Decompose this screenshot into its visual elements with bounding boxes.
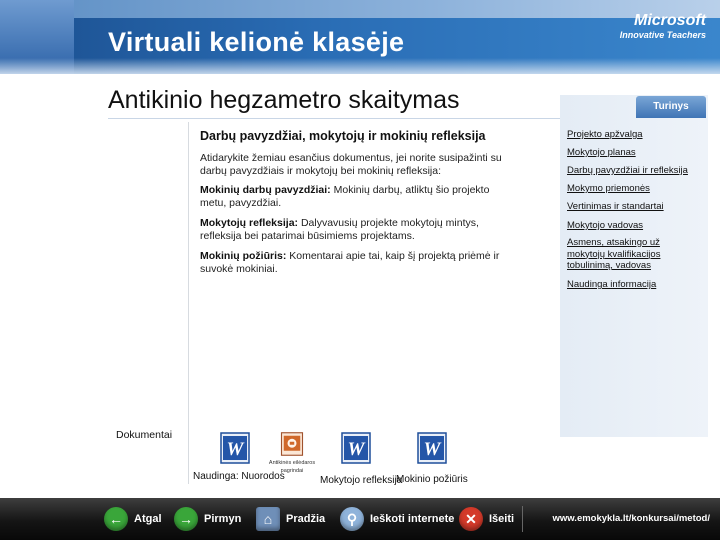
home-button[interactable] (256, 504, 325, 534)
close-icon: ✕ (459, 507, 483, 531)
back-button[interactable] (104, 504, 162, 534)
forward-button-label: Pirmyn (204, 513, 242, 525)
document-mokytojo-refleksija[interactable] (341, 432, 371, 469)
intro-paragraph: Atidarykite žemiau esančius dokumentus, jei norite susipažinti su darbų pavyzdžiais ir mokytojų bei mokinių refleksija: (200, 152, 502, 177)
document-mokytojo-refleksija-label: Mokytojo refleksija (320, 475, 403, 486)
student-work-text: Mokinių darbų, atliktų šio projekto metu, pavyzdžiai. (200, 184, 490, 209)
arrow-right-icon: → (174, 507, 198, 531)
sidebar-link-naudinga-informacija[interactable]: Naudinga informacija (567, 279, 657, 290)
sidebar-tab-turinys: Turinys (636, 96, 706, 118)
forward-button[interactable] (174, 504, 241, 534)
search-internet-button-label: Ieškoti internete (370, 513, 455, 525)
student-work-paragraph (200, 184, 518, 210)
microsoft-logo (620, 12, 706, 40)
teacher-reflection-text: Dalyvavusių projekte mokytojų mintys, refleksija bei patarimai būsimiems projektams. (200, 217, 479, 242)
content-heading: Darbų pavyzdžiai, mokytojų ir mokinių refleksija (200, 129, 486, 143)
exit-button-label: Išeiti (489, 513, 515, 525)
student-view-label: Mokinių požiūris: (200, 250, 287, 262)
word-icon (417, 432, 447, 464)
svg-text:W: W (423, 439, 441, 460)
header-title: Virtuali kelionė klasėje (108, 27, 405, 57)
header-fade (0, 58, 720, 74)
brand-name: Microsoft (634, 12, 706, 29)
document-eiledaros-label: Antikinės eilėdaros pagrindai (268, 460, 316, 474)
brand-subtitle: Innovative Teachers (619, 30, 706, 40)
footer-bar (0, 498, 720, 540)
search-internet-button[interactable] (340, 504, 454, 534)
footer-divider (522, 506, 523, 532)
footer-url[interactable]: www.emokykla.lt/konkursai/metod/ (552, 513, 710, 524)
back-button-label: Atgal (134, 513, 162, 525)
search-icon: ⚲ (340, 507, 364, 531)
exit-button[interactable] (459, 504, 514, 534)
documents-label: Dokumentai (116, 429, 173, 441)
student-work-label: Mokinių darbų pavyzdžiai: (200, 184, 331, 196)
arrow-left-icon: ← (104, 507, 128, 531)
teacher-reflection-label: Mokytojų refleksija: (200, 217, 299, 229)
home-icon: ⌂ (256, 507, 280, 531)
sidebar-link-darbu-pavyzdziai[interactable]: Darbų pavyzdžiai ir refleksija (567, 165, 688, 176)
header-banner (0, 0, 720, 74)
sidebar-link-mokytojo-planas[interactable]: Mokytojo planas (567, 147, 636, 158)
student-view-paragraph (200, 250, 518, 276)
page-title: Antikinio hegzametro skaitymas (108, 86, 460, 114)
sidebar-link-kvalifikacijos-vadovas[interactable]: Asmens, atsakingo už mokytojų kvalifikacijos tobulinimą, vadovas (567, 237, 661, 271)
teacher-reflection-paragraph (200, 217, 518, 243)
home-button-label: Pradžia (286, 513, 326, 525)
sidebar-link-vertinimas[interactable]: Vertinimas ir standartai (567, 201, 664, 212)
svg-text:W: W (226, 439, 244, 460)
sidebar-link-mokymo-priemones[interactable]: Mokymo priemonės (567, 183, 650, 194)
document-nuorodos[interactable] (220, 432, 250, 469)
document-mokinio-poziuris-label: Mokinio požiūris (396, 474, 468, 485)
sidebar-link-projekto-apzvalga[interactable]: Projekto apžvalga (567, 129, 643, 140)
student-view-text: Komentarai apie tai, kaip šį projektą priėmė ir suvokė mokiniai. (200, 250, 500, 275)
content-panel (188, 122, 523, 484)
header-stripe (0, 0, 720, 18)
document-mokinio-poziuris[interactable] (417, 432, 447, 469)
document-eiledaros[interactable] (280, 432, 304, 461)
word-icon (220, 432, 250, 464)
sidebar-link-mokytojo-vadovas[interactable]: Mokytojo vadovas (567, 220, 644, 231)
powerpoint-icon (280, 432, 304, 456)
document-nuorodos-label: Naudinga: Nuorodos (193, 471, 285, 482)
svg-text:W: W (347, 439, 365, 460)
word-icon (341, 432, 371, 464)
